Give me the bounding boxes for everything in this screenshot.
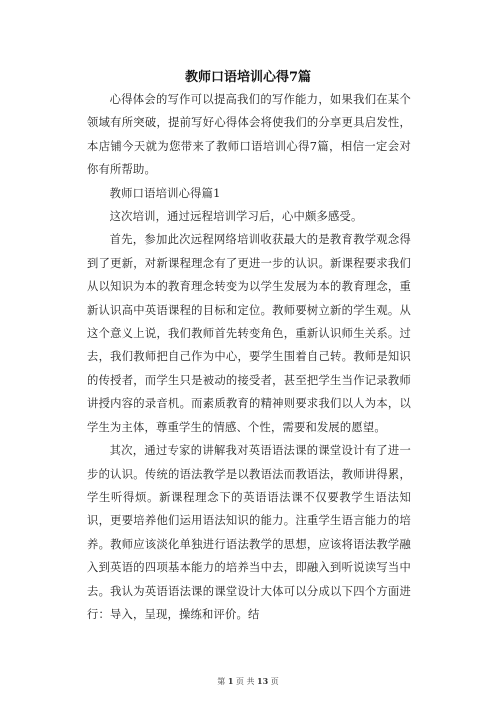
body-paragraph: 这次培训，通过远程培训学习后，心中颇多感受。 [109, 210, 363, 224]
footer-prefix: 第 [217, 677, 226, 686]
page-footer [0, 676, 496, 687]
current-page-number: 1 [227, 676, 234, 686]
body-paragraph: 首先，参加此次远程网络培训收获最大的是教育教学观念得到了更新，对新课程理念有了更进一步的认识。新课程要求我们从以知识为本的教育理念转变为以学生发展为本的教育理念，重新认识高中英语课程的目标和定位。教师要树立新的学生观。从这个意义上说，我们教师首先转变角色，重新认识师生关系。过去，我们教师把自己作为中心，要学生围着自己转。教师是知识的传授者，而学生只是被动的接受者，甚至把学生当作记录教师讲授内容的录音机。而素质教育的精神则要求我们以人为本，以学生为主体，尊重学生的情感、个性，需要和发展的愿望。 [87, 233, 411, 434]
document-title: 教师口语培训心得7篇 [184, 70, 312, 85]
footer-middle: 页 共 [235, 677, 255, 686]
document-body [87, 88, 411, 626]
total-page-count: 13 [257, 676, 269, 686]
body-paragraph: 其次，通过专家的讲解我对英语语法课的课堂设计有了进一步的认识。传统的语法教学是以教语法而教语法，教师讲得累，学生听得烦。新课程理念下的英语语法课不仅要教学生语法知识，更要培养他们运用语法知识的能力。注重学生语言能力的培养。教师应该淡化单独进行语法教学的思想，应该将语法教学融入到英语的四项基本能力的培养当中去，即融入到听说读写当中去。我认为英语语法课的课堂设计大体可以分成以下四个方面进行：导入，呈现，操练和评价。结 [87, 444, 411, 621]
footer-suffix: 页 [270, 677, 279, 686]
section-heading: 教师口语培训心得篇1 [109, 186, 221, 200]
intro-paragraph: 心得体会的写作可以提高我们的写作能力，如果我们在某个领域有所突破，提前写好心得体会将使我们的分享更具启发性，本店铺今天就为您带来了教师口语培训心得7篇，相信一定会对你有所帮助。 [87, 93, 411, 177]
